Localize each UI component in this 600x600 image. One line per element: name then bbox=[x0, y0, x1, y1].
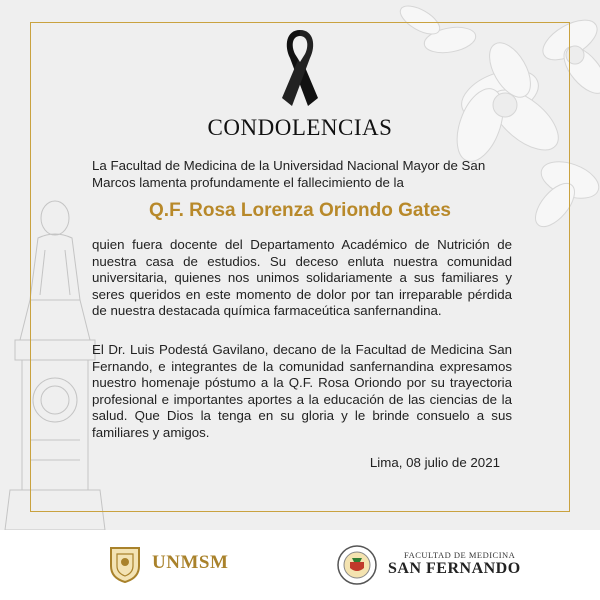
faculty-label: FACULTAD DE MEDICINA bbox=[404, 550, 516, 560]
unmsm-wordmark: UNMSM bbox=[152, 552, 229, 573]
paragraph-1: quien fuera docente del Departamento Académico de Nutrición de nuestra casa de estudios. Su deceso enluta nuestra comunidad universitaria, quienes nos unimos solidariamente a sus familiares y seres queridos en este momento de dolor por tan irreparable pérdida de nuestra destacada química farmaceútica sanfernandina. bbox=[92, 237, 512, 318]
faculty-name: SAN FERNANDO bbox=[388, 560, 521, 577]
intro-text: La Facultad de Medicina de la Universidad Nacional Mayor de San Marcos lamenta profundamente el fallecimiento de la bbox=[92, 158, 486, 190]
page-title: CONDOLENCIAS bbox=[207, 115, 393, 140]
date-line: Lima, 08 julio de 2021 bbox=[369, 455, 500, 470]
faculty-seal-icon bbox=[336, 544, 378, 586]
footer-logos bbox=[0, 530, 600, 600]
mourning-ribbon-icon bbox=[278, 28, 322, 106]
honoree-name: Q.F. Rosa Lorenza Oriondo Gates bbox=[149, 200, 451, 221]
paragraph-2: El Dr. Luis Podestá Gavilano, decano de la Facultad de Medicina San Fernando, e integrantes de la comunidad sanfernandina expresamos nuestro homenaje póstumo a la Q.F. Rosa Oriondo por su trayectoria profesional e importantes aportes a la educación de las ciencias de la salud. Que Dios la tenga en su gloria y le brinde consuelo a sus familiares y amigos. bbox=[92, 342, 512, 440]
unmsm-crest-icon bbox=[105, 544, 145, 584]
